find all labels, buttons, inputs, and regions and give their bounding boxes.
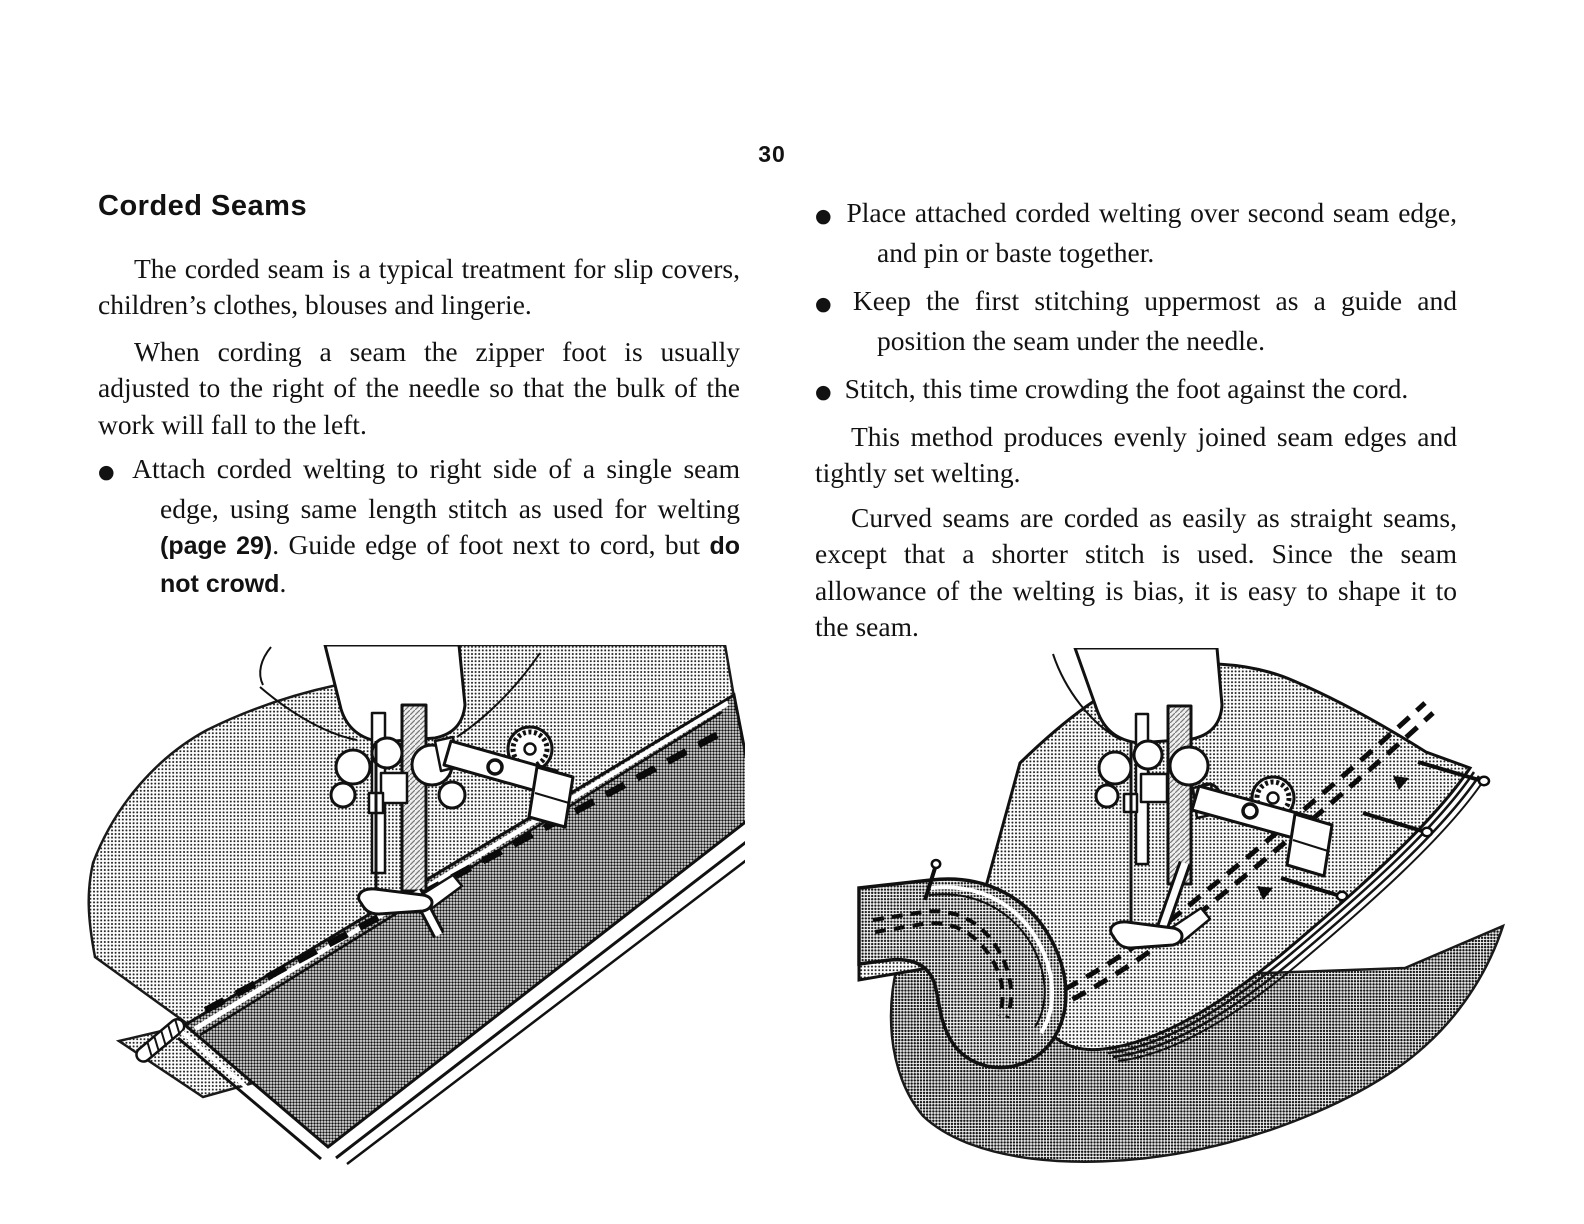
bullet-text: Attach corded welting to right side of a single seam edge, using same length stitch as used for welting — [132, 453, 740, 524]
paragraph: This method produces evenly joined seam edges and tightly set welting. — [815, 420, 1457, 488]
bullet-icon: ● — [815, 293, 840, 315]
page-number: 30 — [758, 141, 786, 167]
straight-seam-figure — [85, 645, 745, 1165]
left-column — [98, 188, 740, 614]
right-column — [815, 195, 1457, 656]
bullet-text-bold: do not crowd — [160, 532, 740, 598]
paragraph: When cording a seam the zipper foot is usually adjusted to the right of the needle so that the bulk of the work will fall to the left. — [98, 335, 740, 440]
needle-bar — [1168, 706, 1191, 884]
curved-corded-seam-illustration — [845, 648, 1535, 1168]
bullet-text: Stitch, this time crowding the foot against the cord. — [844, 373, 1409, 404]
bullet-item — [815, 371, 1457, 411]
paragraph: The corded seam is a typical treatment for slip covers, children’s clothes, blouses and lingerie. — [98, 252, 740, 320]
bullet-text: Place attached corded welting over second seam edge, and pin or baste together. — [846, 197, 1457, 268]
bullet-text: . — [279, 566, 287, 598]
bullet-text: . Guide edge of foot next to cord, but — [272, 529, 710, 560]
bullet-item — [98, 451, 740, 602]
thread — [260, 647, 271, 685]
bullet-icon: ● — [98, 461, 120, 483]
bullet-icon: ● — [815, 205, 834, 227]
arm-hole — [488, 760, 502, 774]
bullet-item — [815, 195, 1457, 271]
paragraph: Curved seams are corded as easily as straight seams, except that a shorter stitch is used. Since the seam allowance of the welting is bias, it is easy to shape it to the seam. — [815, 501, 1457, 642]
bullet-item — [815, 283, 1457, 359]
straight-corded-seam-illustration — [85, 645, 745, 1165]
bullet-text-bold: (page 29) — [160, 532, 273, 560]
curved-seam-figure — [845, 648, 1535, 1168]
bullet-icon: ● — [815, 381, 832, 403]
section-heading: Corded Seams — [98, 190, 308, 222]
bullet-text: Keep the first stitching uppermost as a guide and position the seam under the needle. — [852, 285, 1457, 356]
arm-hole — [1243, 804, 1257, 818]
